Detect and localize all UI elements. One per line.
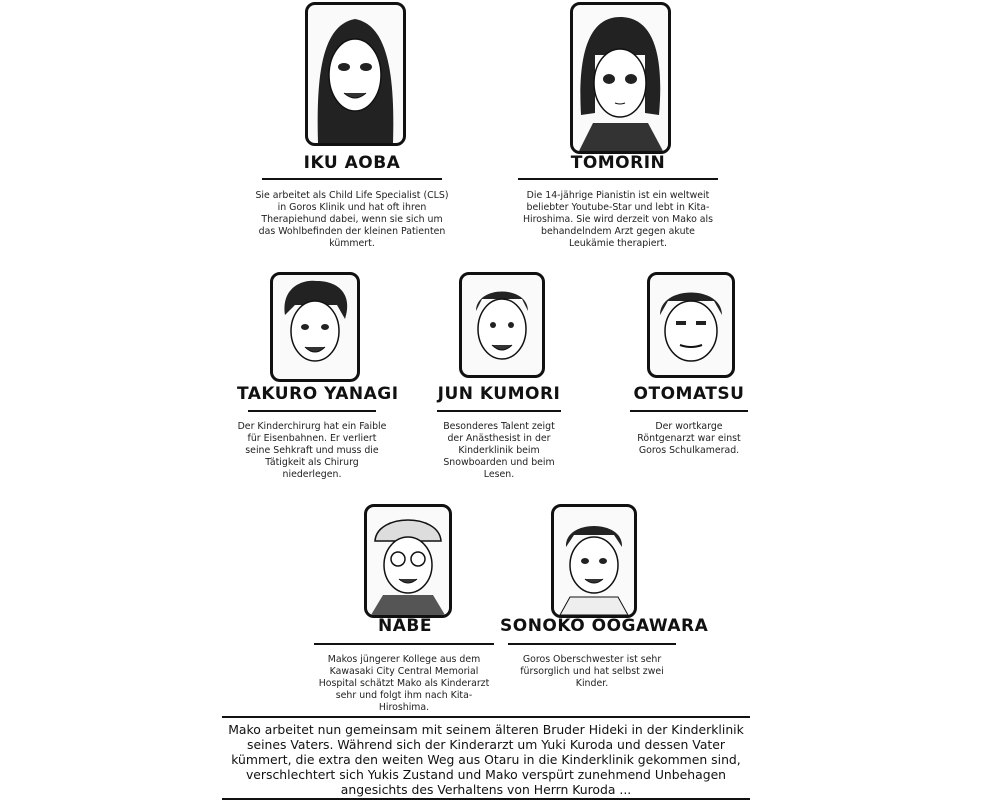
character-description: Besonderes Talent zeigt der Anästhesist in der Kinderklinik beim Snowboarden und beim Lesen. — [443, 421, 555, 480]
portrait-sonoko-oogawara-icon — [554, 507, 634, 615]
name-underline — [262, 178, 442, 180]
name-underline — [437, 410, 561, 412]
character-name: SONOKO OOGAWARA — [500, 616, 709, 636]
portrait-jun-kumori-icon — [462, 275, 542, 375]
character-name: OTOMATSU — [633, 384, 745, 404]
summary-text: Mako arbeitet nun gemeinsam mit seinem älteren Bruder Hideki in der Kinderklinik seines Vaters. Während sich der Kinderarzt um Yuki Kuroda und dessen Vater kümmert, die extra den weiten Weg aus Otaru in die Kinderklinik gekommen sind, verschlechtert sich Yukis Zustand und Mako verspürt zunehmend Unbehagen angesichts des Verhaltens von Herrn Kuroda ... — [228, 722, 744, 797]
character-name: JUN KUMORI — [437, 384, 561, 404]
name-underline — [248, 410, 376, 412]
portrait-tomorin-icon — [573, 5, 668, 151]
name-underline — [314, 643, 494, 645]
portrait-sonoko-oogawara — [551, 504, 637, 618]
portrait-otomatsu-icon — [650, 275, 732, 375]
character-description: Goros Oberschwester ist sehr fürsorglich und hat selbst zwei Kinder. — [520, 654, 664, 689]
character-name: TOMORIN — [570, 153, 666, 173]
name-underline — [518, 178, 718, 180]
portrait-jun-kumori — [459, 272, 545, 378]
summary-box — [222, 716, 750, 800]
character-description: Die 14-jährige Pianistin ist ein weltweit beliebter Youtube-Star und lebt in Kita-Hiroshima. Sie wird derzeit von Mako als behandelndem Arzt gegen akute Leukämie therapiert. — [522, 190, 714, 249]
character-description: Der wortkarge Röntgenarzt war einst Goros Schulkamerad. — [637, 421, 741, 456]
name-underline — [630, 410, 748, 412]
portrait-nabe — [364, 504, 452, 618]
portrait-nabe-icon — [367, 507, 449, 615]
portrait-iku-aoba-icon — [308, 5, 403, 143]
character-name: IKU AOBA — [303, 153, 401, 173]
character-name: TAKURO YANAGI — [237, 384, 399, 404]
name-underline — [508, 643, 676, 645]
portrait-takuro-yanagi — [270, 272, 360, 382]
character-description: Makos jüngerer Kollege aus dem Kawasaki City Central Memorial Hospital schätzt Mako als Kinderarzt sehr und folgt ihm nach Kita-Hiroshima. — [318, 654, 490, 713]
portrait-takuro-yanagi-icon — [273, 275, 357, 379]
character-description: Der Kinderchirurg hat ein Faible für Eisenbahnen. Er verliert seine Sehkraft und muss die Tätigkeit als Chirurg niederlegen. — [237, 421, 387, 480]
portrait-tomorin — [570, 2, 671, 154]
portrait-otomatsu — [647, 272, 735, 378]
character-description: Sie arbeitet als Child Life Specialist (CLS) in Goros Klinik und hat oft ihren Therapiehund dabei, wenn sie sich um das Wohlbefinden der kleinen Patienten kümmert. — [255, 190, 449, 249]
portrait-iku-aoba — [305, 2, 406, 146]
character-name: NABE — [378, 616, 432, 636]
